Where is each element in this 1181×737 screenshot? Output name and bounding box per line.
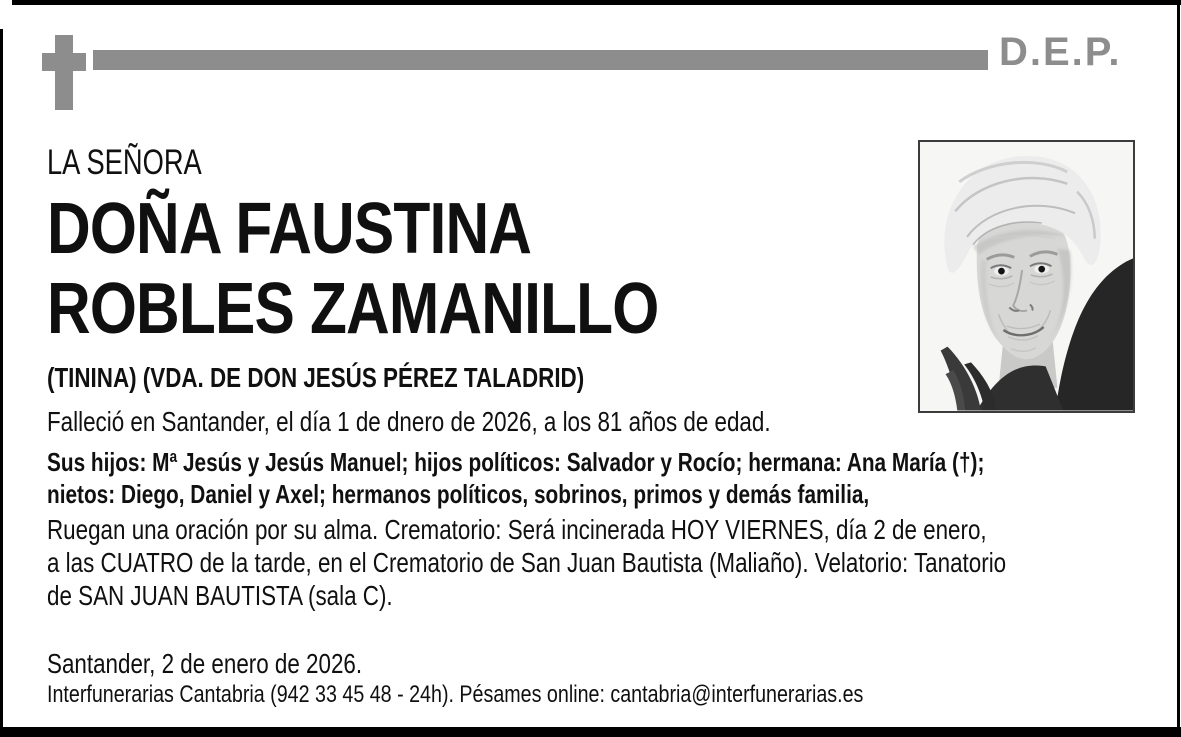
dep-label: D.E.P.	[999, 30, 1122, 74]
service-line: de SAN JUAN BAUTISTA (sala C).	[47, 580, 393, 611]
family-paragraph	[47, 446, 984, 510]
frame-border-top	[12, 0, 1181, 5]
family-line: nietos: Diego, Daniel y Axel; hermanos políticos, sobrinos, primos y demás familia,	[47, 479, 870, 509]
alias-line: (TININA) (VDA. DE DON JESÚS PÉREZ TALADRID)	[47, 362, 585, 393]
frame-border-right	[1177, 0, 1180, 737]
latin-cross-icon	[42, 35, 86, 110]
service-line: a las CUATRO de la tarde, en el Crematorio de San Juan Bautista (Maliaño). Velatorio: Tanatorio	[47, 547, 1007, 578]
cross-vertical-bar	[55, 35, 73, 110]
honorific: LA SEÑORA	[47, 143, 202, 182]
frame-border-bottom	[0, 727, 1181, 737]
service-paragraph	[47, 513, 1006, 612]
deceased-name-line2: ROBLES ZAMANILLO	[47, 269, 659, 349]
cross-horizontal-bar	[42, 53, 86, 71]
family-line: Sus hijos: Mª Jesús y Jesús Manuel; hijos políticos: Salvador y Rocío; hermana: Ana María (†);	[47, 447, 985, 477]
deceased-name-line1: DOÑA FAUSTINA	[47, 189, 532, 269]
funeral-home-line: Interfunerarias Cantabria (942 33 45 48 - 24h). Pésames online: cantabria@interfunerarias.es	[47, 681, 864, 708]
deceased-name	[47, 189, 658, 349]
death-line: Falleció en Santander, el día 1 de dnero de 2026, a los 81 años de edad.	[47, 406, 771, 437]
service-line: Ruegan una oración por su alma. Crematorio: Será incinerada HOY VIERNES, día 2 de enero,	[47, 514, 987, 545]
portrait-photo	[918, 140, 1135, 413]
dateline: Santander, 2 de enero de 2026.	[47, 648, 363, 679]
frame-border-left	[0, 29, 3, 737]
header-rule-bar	[93, 50, 988, 70]
portrait-photo-image	[920, 142, 1133, 411]
